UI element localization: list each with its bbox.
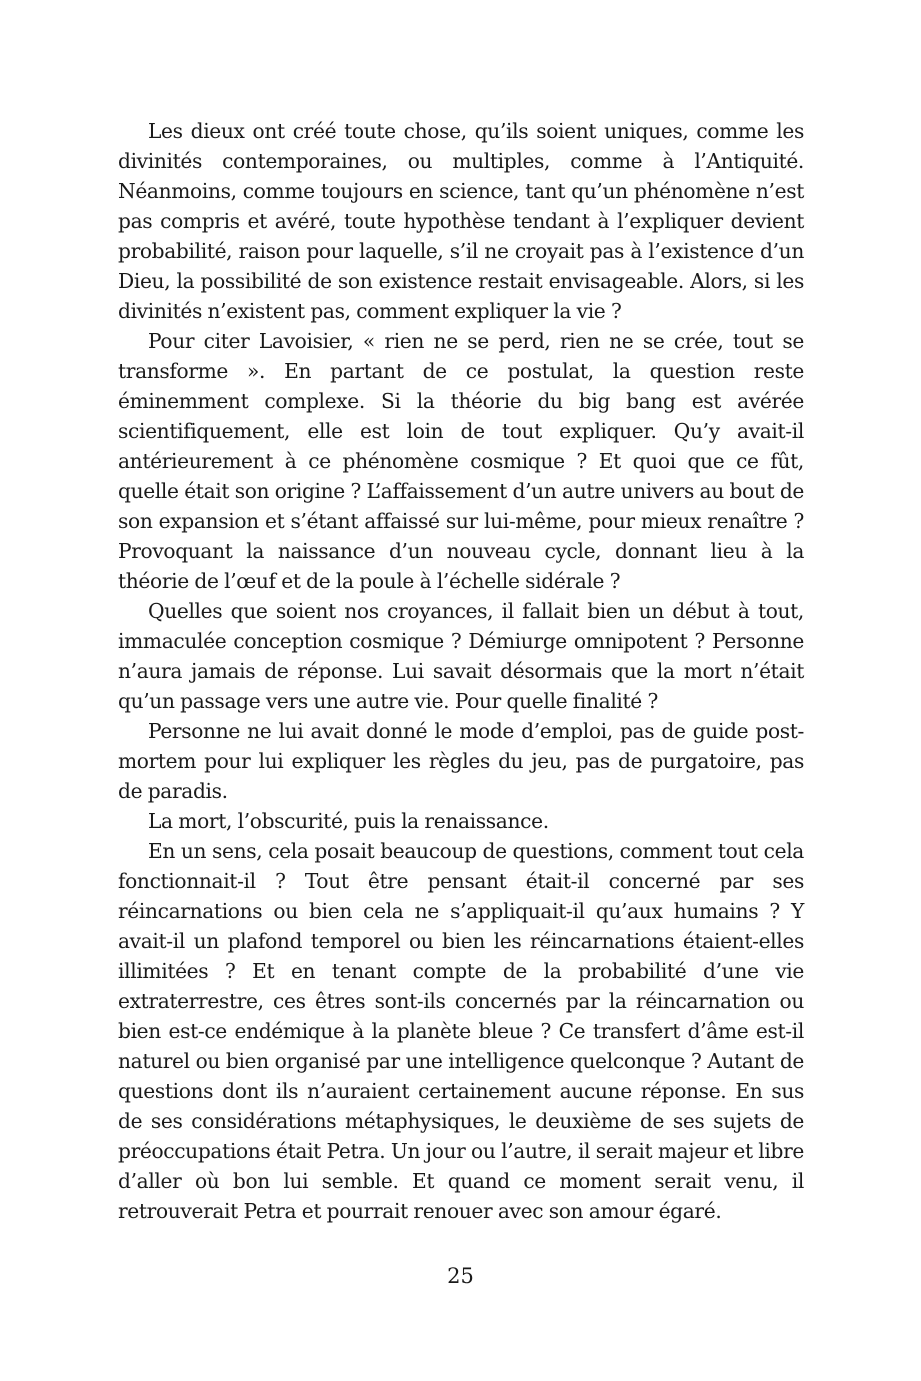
paragraph-6: En un sens, cela posait beaucoup de questions, comment tout cela fonctionnait-il ? Tout être pensant était-il concerné par ses réincarnations ou bien cela ne s’appliquait-il qu’aux humains ? Y avait-il un plafond temporel ou bien les réincarnations étaient-elles illimitées ? Et en tenant compte de la probabilité d’une vie extraterrestre, ces êtres sont-ils concernés par la réincarnation ou bien est-ce endémique à la planète bleue ? Ce transfert d’âme est-il naturel ou bien organisé par une intelligence quelconque ? Autant de questions dont ils n’auraient certainement aucune réponse. En sus de ses considérations métaphysiques, le deuxième de ses sujets de préoccupations était Petra. Un jour ou l’autre, il serait majeur et libre d’aller où bon lui semble. Et quand ce moment serait venu, il retrouverait Petra et pourrait renouer avec son amour égaré. xyxy=(118,839,804,1223)
paragraph-3: Quelles que soient nos croyances, il fallait bien un début à tout, immaculée conception cosmique ? Démiurge omnipotent ? Personne n’aura jamais de réponse. Lui savait désormais que la mort n’était qu’un passage vers une autre vie. Pour quelle finalité ? xyxy=(118,599,804,713)
paragraph-2: Pour citer Lavoisier, « rien ne se perd, rien ne se crée, tout se transforme ». En partant de ce postulat, la question reste éminemment complexe. Si la théorie du big bang est avérée scientifiquement, elle est loin de tout expliquer. Qu’y avait-il antérieurement à ce phénomène cosmique ? Et quoi que ce fût, quelle était son origine ? L’affaissement d’un autre univers au bout de son expansion et s’étant affaissé sur lui-même, pour mieux renaître ? Provoquant la naissance d’un nouveau cycle, donnant lieu à la théorie de l’œuf et de la poule à l’échelle sidérale ? xyxy=(118,329,804,593)
paragraph-1: Les dieux ont créé toute chose, qu’ils soient uniques, comme les divinités contemporaines, ou multiples, comme à l’Antiquité. Néanmoins, comme toujours en science, tant qu’un phénomène n’est pas compris et avéré, toute hypothèse tendant à l’expliquer devient probabilité, raison pour laquelle, s’il ne croyait pas à l’existence d’un Dieu, la possibilité de son existence restait envisageable. Alors, si les divinités n’existent pas, comment expliquer la vie ? xyxy=(118,119,804,323)
paragraph-4: Personne ne lui avait donné le mode d’emploi, pas de guide post-mortem pour lui expliquer les règles du jeu, pas de purgatoire, pas de paradis. xyxy=(118,719,804,803)
page-number: 25 xyxy=(447,1264,474,1288)
paragraph-5: La mort, l’obscurité, puis la renaissance. xyxy=(148,809,549,833)
body-text xyxy=(118,116,804,1226)
